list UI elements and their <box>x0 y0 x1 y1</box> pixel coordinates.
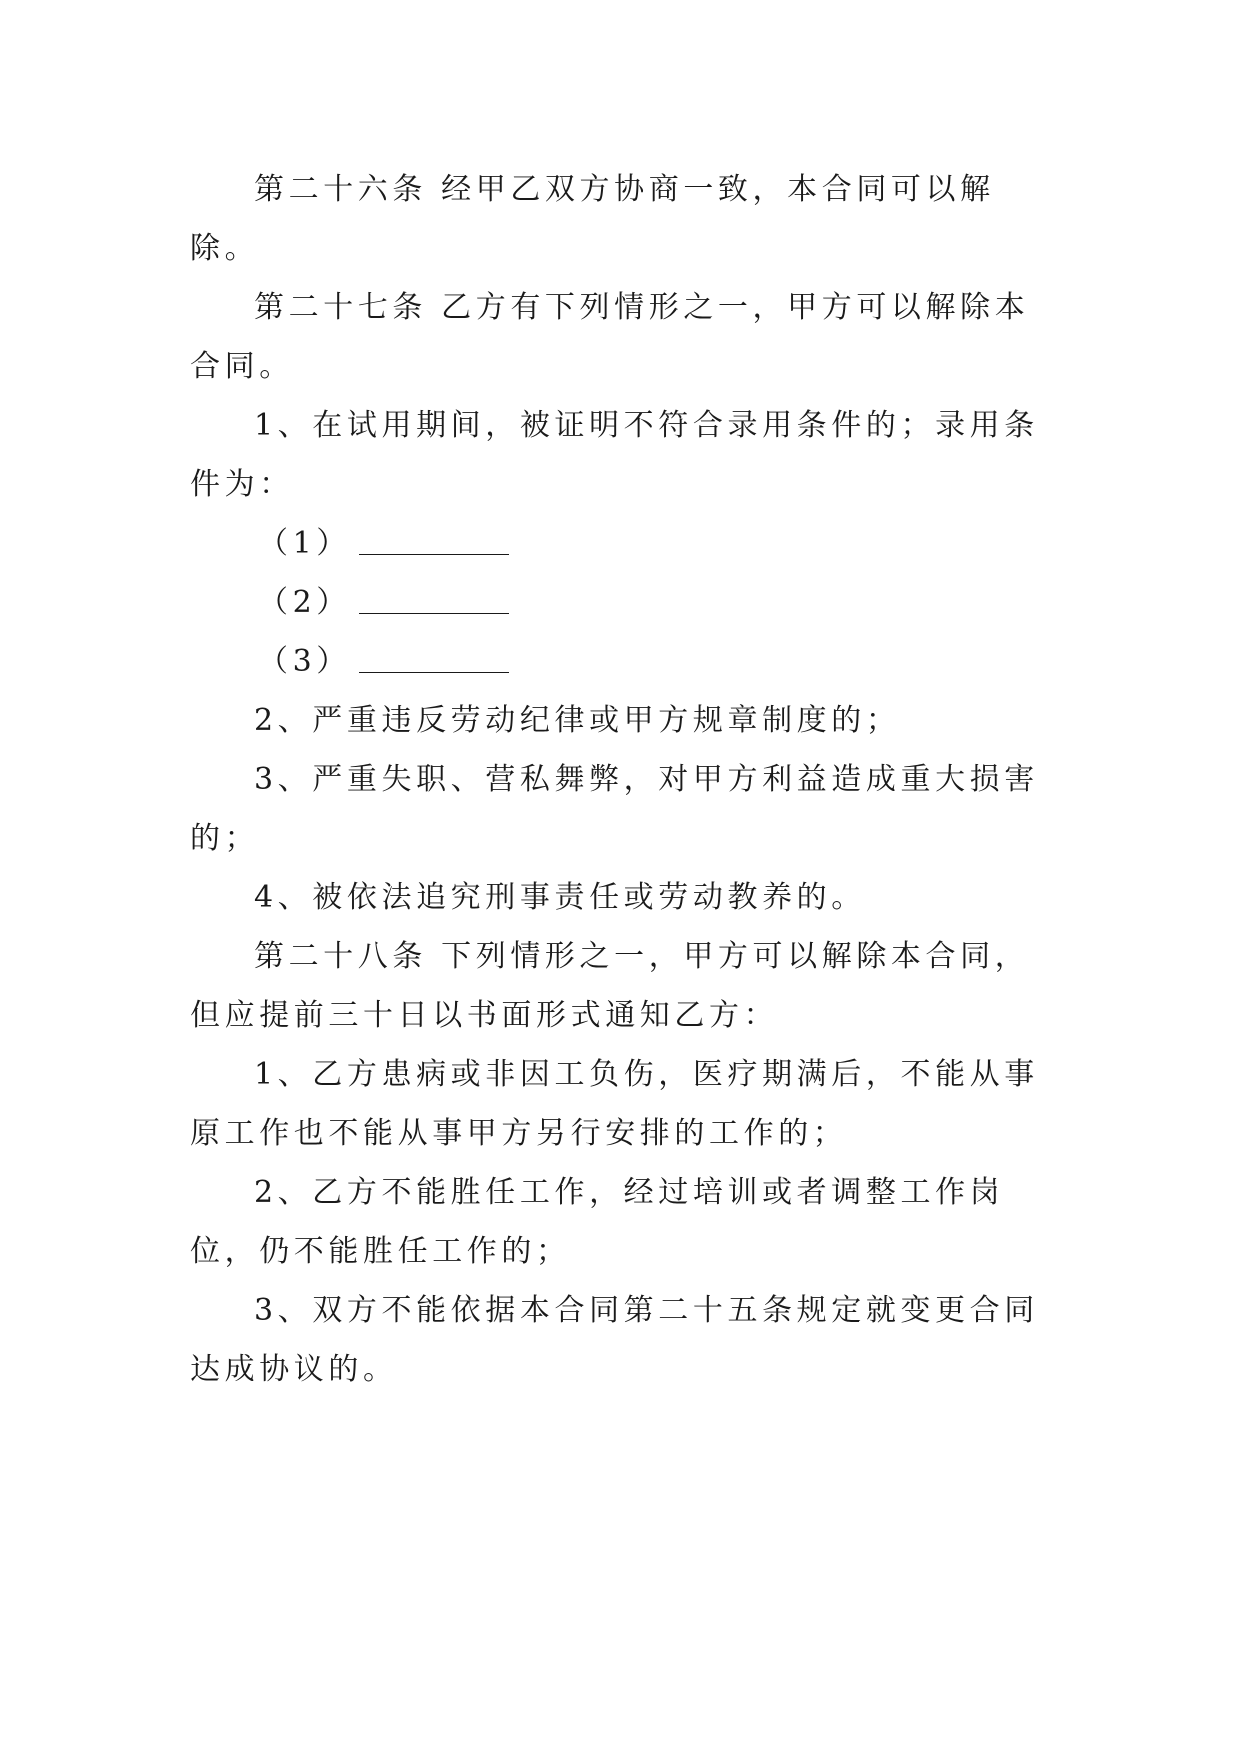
article-26: 第二十六条 经甲乙双方协商一致，本合同可以解除。 <box>190 172 995 266</box>
condition-1-label: （1） <box>258 526 351 561</box>
article-27-item-3: 3、严重失职、营私舞弊，对甲方利益造成重大损害的； <box>190 762 1039 856</box>
article-28-item-1: 1、乙方患病或非因工负伤，医疗期满后，不能从事原工作也不能从事甲方另行安排的工作的； <box>190 1057 1039 1151</box>
condition-3-blank <box>359 636 509 673</box>
article-27: 第二十七条 乙方有下列情形之一，甲方可以解除本合同。 <box>190 290 1030 384</box>
article-27-item-4: 4、被依法追究刑事责任或劳动教养的。 <box>254 880 866 915</box>
condition-2-label: （2） <box>258 585 351 620</box>
condition-2-blank <box>359 577 509 614</box>
article-28: 第二十八条 下列情形之一，甲方可以解除本合同，但应提前三十日以书面形式通知乙方： <box>190 939 1030 1033</box>
condition-2 <box>190 573 1060 632</box>
article-27-item-2: 2、严重违反劳动纪律或甲方规章制度的； <box>254 703 901 738</box>
condition-3-label: （3） <box>258 644 351 679</box>
article-28-item-2: 2、乙方不能胜任工作，经过培训或者调整工作岗位，仍不能胜任工作的； <box>190 1175 1005 1269</box>
article-27-item-1: 1、在试用期间，被证明不符合录用条件的；录用条件为： <box>190 408 1039 502</box>
condition-1 <box>190 514 1060 573</box>
condition-1-blank <box>359 518 509 555</box>
condition-3 <box>190 632 1060 691</box>
document-body <box>190 160 1060 1399</box>
article-28-item-3: 3、双方不能依据本合同第二十五条规定就变更合同达成协议的。 <box>190 1293 1039 1387</box>
